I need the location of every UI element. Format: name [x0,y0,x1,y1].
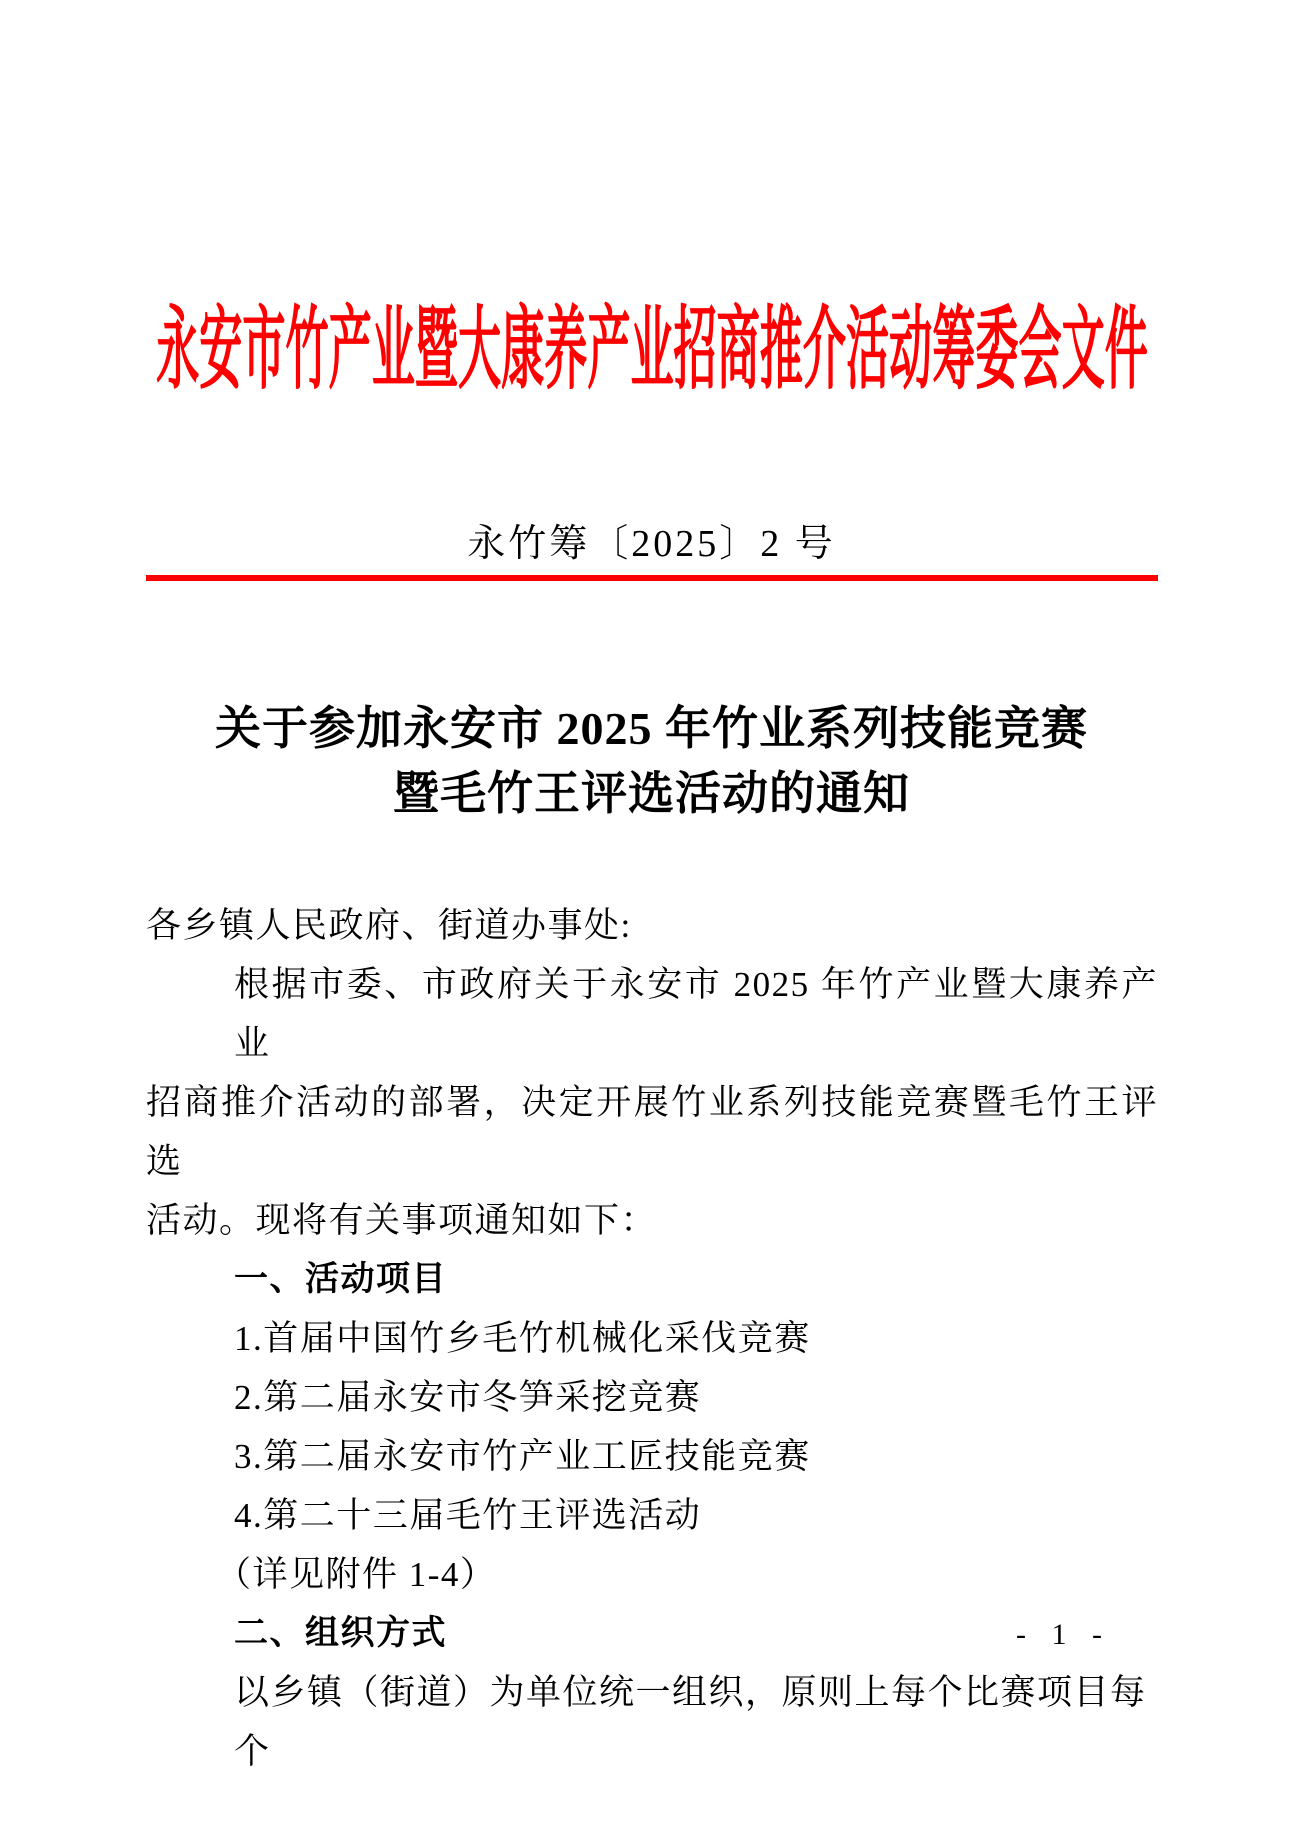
paragraph1-line2: 招商推介活动的部署，决定开展竹业系列技能竞赛暨毛竹王评选 [146,1083,1158,1181]
red-separator-rule [146,575,1158,581]
salutation: 各乡镇人民政府、街道办事处: [146,906,632,945]
page-number: - 1 - [1016,1618,1111,1651]
document-title-line2: 暨毛竹王评选活动的通知 [393,768,910,819]
list-item-4: 4.第二十三届毛竹王评选活动 [234,1496,702,1535]
section2-line1: 以乡镇（街道）为单位统一组织，原则上每个比赛项目每个 [234,1673,1147,1771]
document-title [0,696,1303,826]
document-title-line1: 关于参加永安市 2025 年竹业系列技能竞赛 [215,703,1088,754]
attachment-note: （详见附件 1-4） [216,1555,497,1594]
document-body [146,896,1158,1781]
list-item-2: 2.第二届永安市冬笋采挖竞赛 [234,1378,702,1417]
section1-heading: 一、活动项目 [234,1260,447,1298]
letterhead-banner-text: 永安市竹产业暨大康养产业招商推介活动筹委会文件 [156,300,1148,401]
letterhead-banner [146,293,1158,401]
list-item-1: 1.首届中国竹乡毛竹机械化采伐竞赛 [234,1319,811,1358]
section2-heading: 二、组织方式 [234,1614,447,1652]
paragraph1-line3: 活动。现将有关事项通知如下： [146,1201,658,1240]
paragraph1-line1: 根据市委、市政府关于永安市 2025 年竹产业暨大康养产业 [234,965,1158,1063]
document-number: 永竹筹〔2025〕2 号 [467,523,836,565]
list-item-3: 3.第二届永安市竹产业工匠技能竞赛 [234,1437,811,1476]
